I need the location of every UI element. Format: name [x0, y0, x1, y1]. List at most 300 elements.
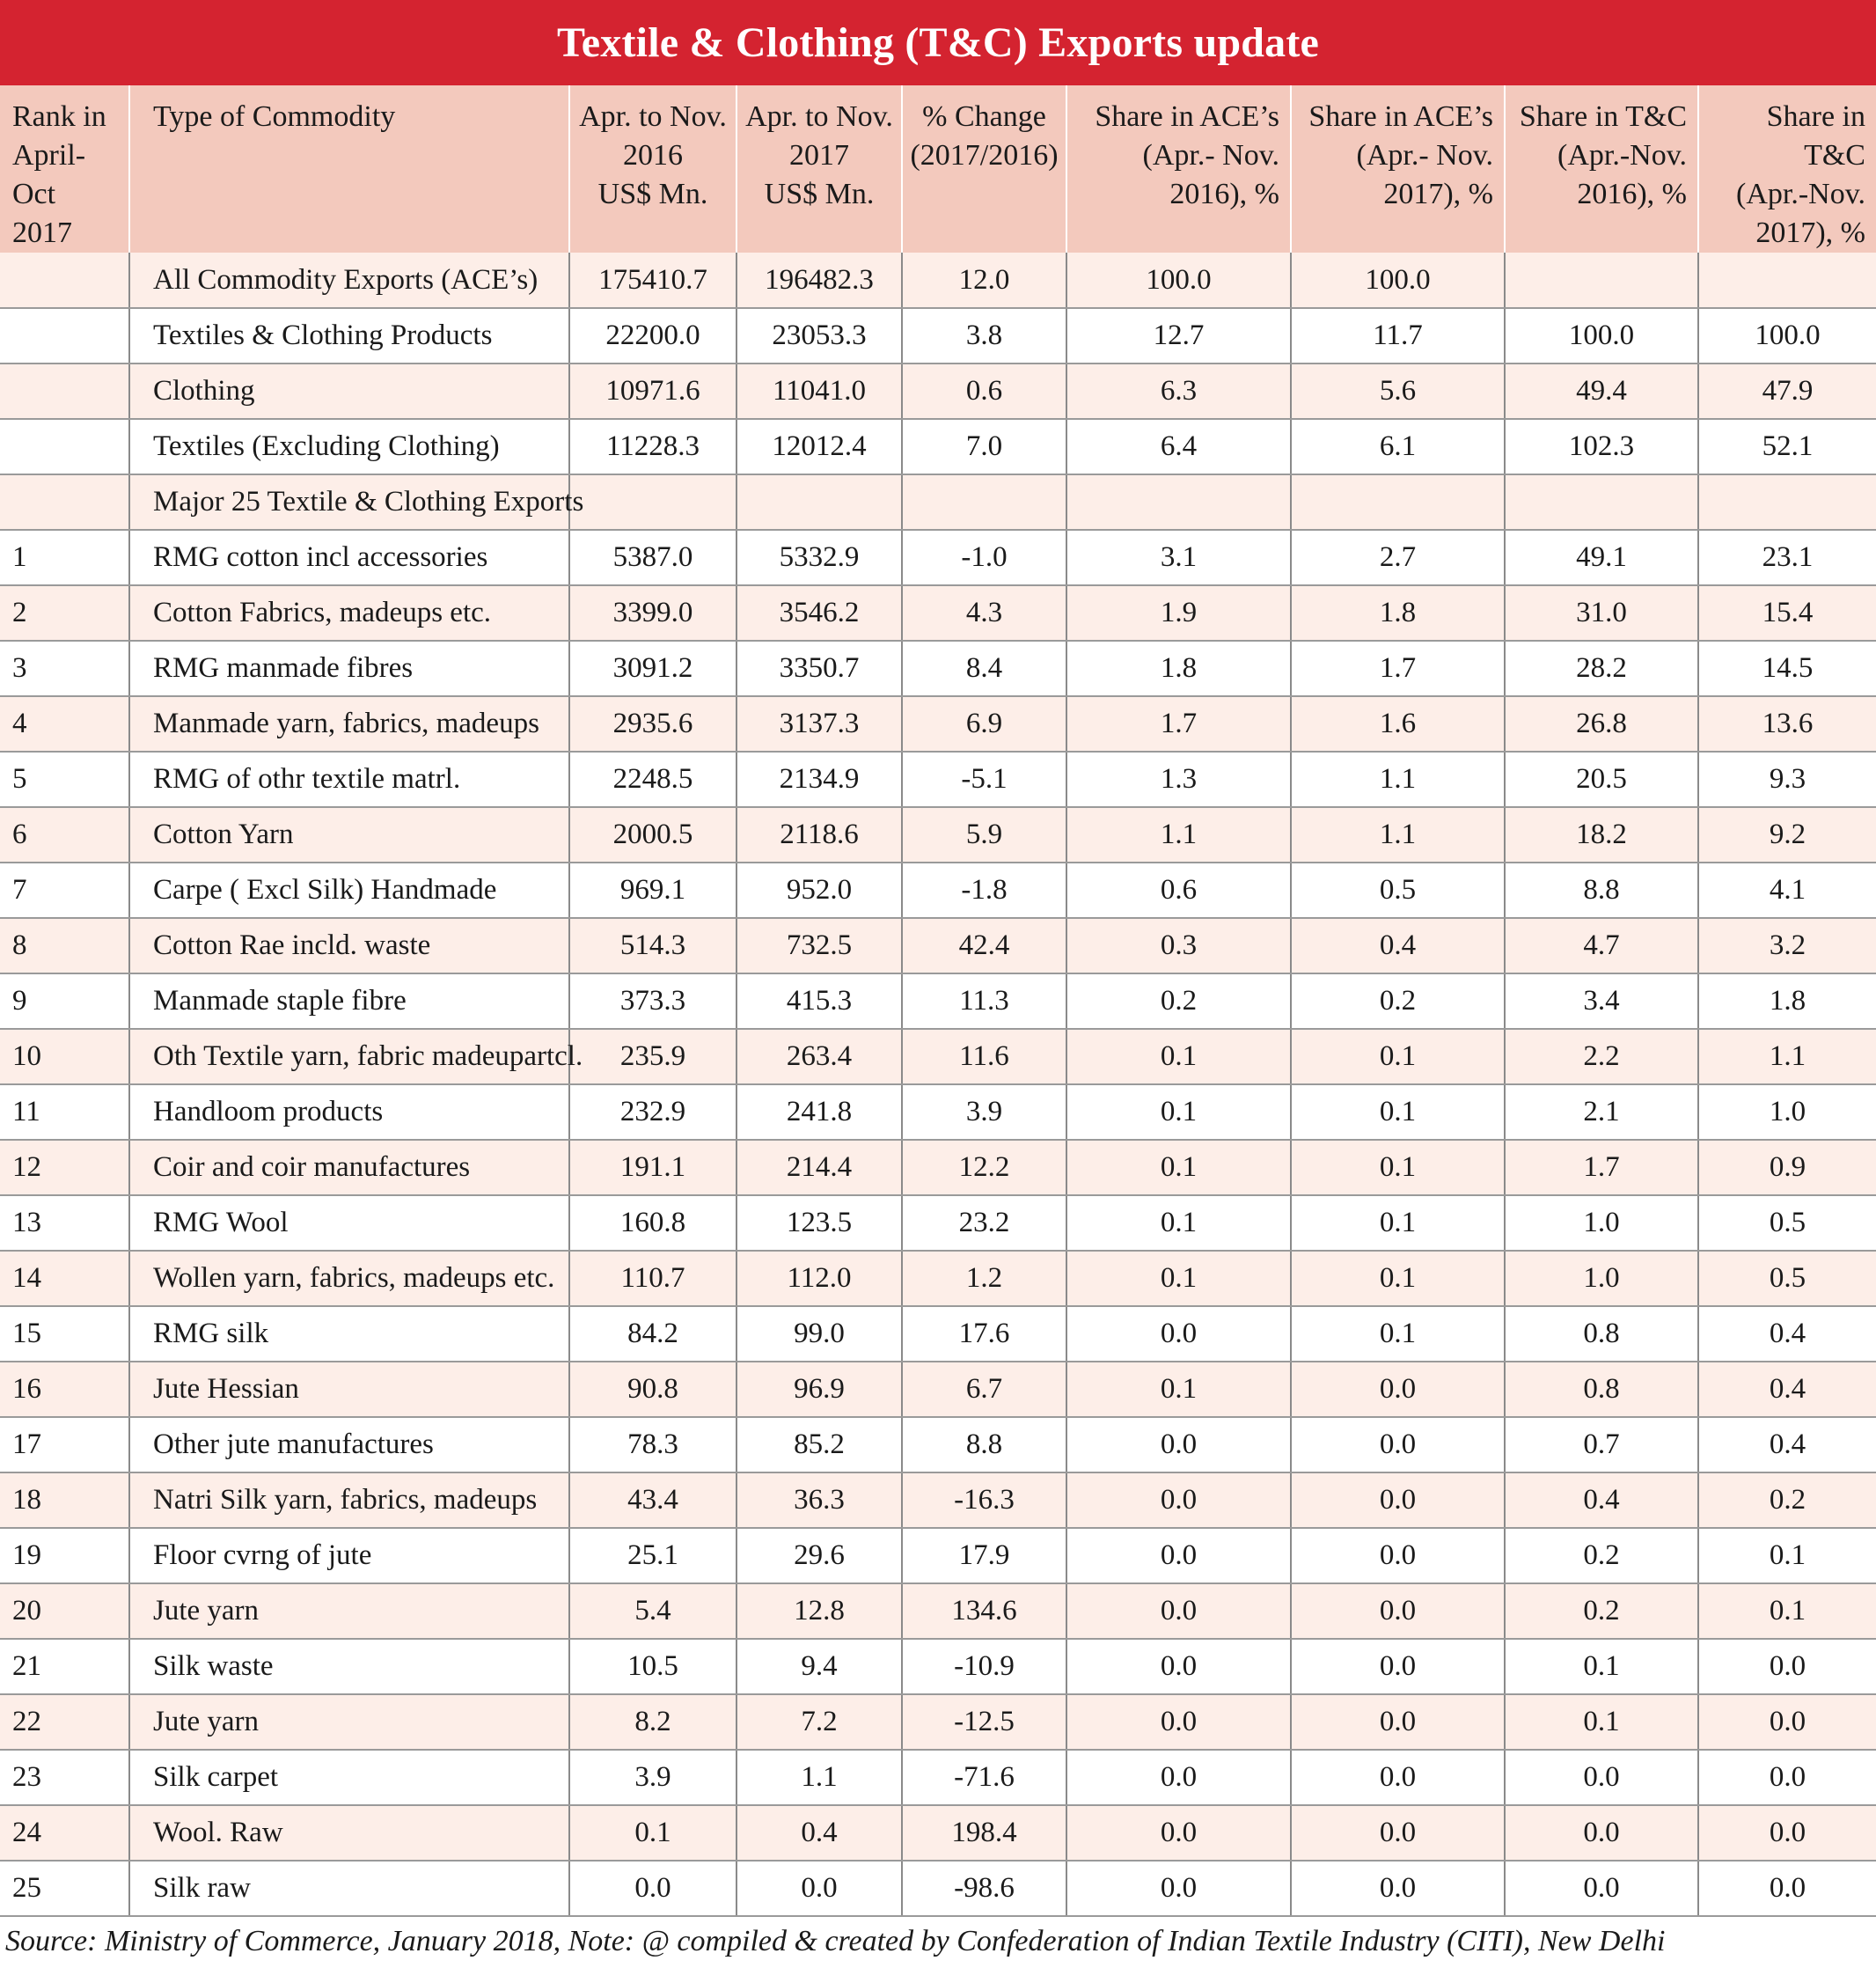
cell-value-2017: 0.4 — [736, 1805, 902, 1861]
cell-pct-change: 3.8 — [902, 308, 1066, 363]
cell-commodity: Coir and coir manufactures — [129, 1140, 569, 1195]
cell-pct-change: 8.8 — [902, 1417, 1066, 1472]
header-commodity: Type of Commodity — [129, 85, 569, 253]
cell-share-tc-2017: 0.1 — [1698, 1528, 1876, 1583]
cell-value-2016: 43.4 — [569, 1472, 736, 1528]
cell-commodity: Handloom products — [129, 1084, 569, 1140]
cell-share-tc-2017: 0.0 — [1698, 1805, 1876, 1861]
cell-pct-change: -98.6 — [902, 1861, 1066, 1916]
cell-share-ace-2017: 0.0 — [1291, 1362, 1505, 1417]
cell-share-ace-2017: 0.4 — [1291, 918, 1505, 973]
cell-share-tc-2016: 0.2 — [1505, 1528, 1698, 1583]
cell-share-tc-2017: 0.0 — [1698, 1639, 1876, 1694]
cell-share-ace-2017: 1.1 — [1291, 752, 1505, 807]
table-row — [0, 1306, 1876, 1362]
cell-share-tc-2016: 2.1 — [1505, 1084, 1698, 1140]
cell-share-ace-2016: 0.0 — [1066, 1861, 1291, 1916]
cell-share-tc-2017: 0.4 — [1698, 1362, 1876, 1417]
header-share-ace-2017: Share in ACE’s (Apr.- Nov. 2017), % — [1291, 85, 1505, 253]
cell-share-tc-2017: 1.1 — [1698, 1029, 1876, 1084]
cell-pct-change: 7.0 — [902, 419, 1066, 474]
cell-value-2016: 969.1 — [569, 863, 736, 918]
cell-share-ace-2017: 0.0 — [1291, 1417, 1505, 1472]
cell-share-tc-2017: 3.2 — [1698, 918, 1876, 973]
cell-pct-change: 42.4 — [902, 918, 1066, 973]
cell-share-tc-2016: 49.4 — [1505, 363, 1698, 419]
cell-share-ace-2017: 2.7 — [1291, 530, 1505, 585]
table-row — [0, 308, 1876, 363]
cell-rank: 17 — [0, 1417, 129, 1472]
table-row — [0, 363, 1876, 419]
cell-rank: 12 — [0, 1140, 129, 1195]
table-row — [0, 918, 1876, 973]
cell-pct-change: 0.6 — [902, 363, 1066, 419]
cell-pct-change: 17.9 — [902, 1528, 1066, 1583]
cell-rank: 22 — [0, 1694, 129, 1750]
cell-share-tc-2016: 1.0 — [1505, 1195, 1698, 1251]
cell-value-2017: 123.5 — [736, 1195, 902, 1251]
cell-share-tc-2016: 0.8 — [1505, 1306, 1698, 1362]
cell-share-tc-2017: 0.0 — [1698, 1694, 1876, 1750]
table-row — [0, 1417, 1876, 1472]
cell-pct-change — [902, 474, 1066, 530]
cell-share-ace-2017: 1.7 — [1291, 641, 1505, 696]
cell-pct-change: 5.9 — [902, 807, 1066, 863]
cell-commodity: Carpe ( Excl Silk) Handmade — [129, 863, 569, 918]
cell-share-ace-2017: 11.7 — [1291, 308, 1505, 363]
table-row — [0, 863, 1876, 918]
cell-share-ace-2017 — [1291, 474, 1505, 530]
cell-pct-change: -10.9 — [902, 1639, 1066, 1694]
cell-value-2017: 12012.4 — [736, 419, 902, 474]
cell-pct-change: 198.4 — [902, 1805, 1066, 1861]
cell-share-ace-2016: 0.0 — [1066, 1583, 1291, 1639]
cell-value-2017: 3350.7 — [736, 641, 902, 696]
cell-share-tc-2016: 0.8 — [1505, 1362, 1698, 1417]
cell-commodity: Silk waste — [129, 1639, 569, 1694]
cell-share-tc-2017 — [1698, 253, 1876, 308]
cell-rank: 25 — [0, 1861, 129, 1916]
cell-share-ace-2016: 6.4 — [1066, 419, 1291, 474]
cell-share-ace-2016: 0.0 — [1066, 1417, 1291, 1472]
table-row — [0, 253, 1876, 308]
cell-share-ace-2017: 6.1 — [1291, 419, 1505, 474]
cell-share-tc-2016: 8.8 — [1505, 863, 1698, 918]
cell-value-2016: 11228.3 — [569, 419, 736, 474]
cell-share-ace-2017: 0.1 — [1291, 1251, 1505, 1306]
cell-share-tc-2017: 0.5 — [1698, 1251, 1876, 1306]
table-row — [0, 585, 1876, 641]
cell-rank: 7 — [0, 863, 129, 918]
cell-value-2016: 10971.6 — [569, 363, 736, 419]
cell-rank — [0, 308, 129, 363]
cell-pct-change: 12.0 — [902, 253, 1066, 308]
cell-value-2017: 36.3 — [736, 1472, 902, 1528]
cell-pct-change: 17.6 — [902, 1306, 1066, 1362]
cell-rank: 18 — [0, 1472, 129, 1528]
cell-commodity: Manmade staple fibre — [129, 973, 569, 1029]
cell-rank: 20 — [0, 1583, 129, 1639]
cell-share-tc-2017: 47.9 — [1698, 363, 1876, 419]
cell-value-2016: 191.1 — [569, 1140, 736, 1195]
cell-commodity: Jute Hessian — [129, 1362, 569, 1417]
cell-share-tc-2016: 4.7 — [1505, 918, 1698, 973]
cell-value-2016: 175410.7 — [569, 253, 736, 308]
cell-share-tc-2016: 0.0 — [1505, 1805, 1698, 1861]
cell-value-2016: 2248.5 — [569, 752, 736, 807]
cell-share-tc-2017: 0.4 — [1698, 1306, 1876, 1362]
cell-share-tc-2016 — [1505, 474, 1698, 530]
cell-value-2016: 0.1 — [569, 1805, 736, 1861]
cell-share-ace-2016: 0.3 — [1066, 918, 1291, 973]
cell-share-ace-2017: 0.0 — [1291, 1750, 1505, 1805]
cell-value-2016: 10.5 — [569, 1639, 736, 1694]
cell-share-ace-2017: 5.6 — [1291, 363, 1505, 419]
header-share-tc-2017: Share in T&C (Apr.-Nov. 2017), % — [1698, 85, 1876, 253]
cell-commodity: Clothing — [129, 363, 569, 419]
cell-share-tc-2017: 0.0 — [1698, 1750, 1876, 1805]
cell-share-tc-2016: 26.8 — [1505, 696, 1698, 752]
cell-share-ace-2016: 0.0 — [1066, 1750, 1291, 1805]
cell-rank: 4 — [0, 696, 129, 752]
cell-share-ace-2016 — [1066, 474, 1291, 530]
cell-value-2017: 23053.3 — [736, 308, 902, 363]
exports-table — [0, 85, 1876, 1917]
cell-value-2016: 235.9 — [569, 1029, 736, 1084]
cell-share-tc-2017: 0.2 — [1698, 1472, 1876, 1528]
cell-commodity: Manmade yarn, fabrics, madeups — [129, 696, 569, 752]
cell-share-tc-2017: 15.4 — [1698, 585, 1876, 641]
cell-share-tc-2016: 0.0 — [1505, 1750, 1698, 1805]
cell-commodity: Wollen yarn, fabrics, madeups etc. — [129, 1251, 569, 1306]
cell-share-tc-2016: 3.4 — [1505, 973, 1698, 1029]
cell-pct-change: 6.7 — [902, 1362, 1066, 1417]
table-row — [0, 1639, 1876, 1694]
cell-value-2017: 99.0 — [736, 1306, 902, 1362]
cell-share-ace-2016: 1.9 — [1066, 585, 1291, 641]
cell-share-ace-2016: 0.1 — [1066, 1140, 1291, 1195]
cell-share-tc-2016: 18.2 — [1505, 807, 1698, 863]
cell-share-ace-2017: 1.6 — [1291, 696, 1505, 752]
cell-value-2017: 112.0 — [736, 1251, 902, 1306]
table-row — [0, 1861, 1876, 1916]
cell-value-2016: 3.9 — [569, 1750, 736, 1805]
cell-pct-change: -5.1 — [902, 752, 1066, 807]
cell-pct-change: 134.6 — [902, 1583, 1066, 1639]
cell-rank: 14 — [0, 1251, 129, 1306]
cell-rank: 6 — [0, 807, 129, 863]
table-row — [0, 1251, 1876, 1306]
cell-rank: 8 — [0, 918, 129, 973]
cell-commodity: Other jute manufactures — [129, 1417, 569, 1472]
cell-share-tc-2016: 28.2 — [1505, 641, 1698, 696]
table-row — [0, 696, 1876, 752]
cell-value-2017: 1.1 — [736, 1750, 902, 1805]
cell-share-tc-2016 — [1505, 253, 1698, 308]
cell-commodity: RMG cotton incl accessories — [129, 530, 569, 585]
cell-commodity: Cotton Fabrics, madeups etc. — [129, 585, 569, 641]
cell-value-2017: 415.3 — [736, 973, 902, 1029]
cell-share-tc-2016: 100.0 — [1505, 308, 1698, 363]
table-body — [0, 253, 1876, 1916]
cell-share-ace-2016: 0.6 — [1066, 863, 1291, 918]
cell-pct-change: 23.2 — [902, 1195, 1066, 1251]
cell-value-2016: 5387.0 — [569, 530, 736, 585]
table-row — [0, 1750, 1876, 1805]
cell-share-ace-2017: 0.1 — [1291, 1084, 1505, 1140]
cell-pct-change: 6.9 — [902, 696, 1066, 752]
cell-share-ace-2016: 0.1 — [1066, 1362, 1291, 1417]
table-row — [0, 474, 1876, 530]
table-row — [0, 1583, 1876, 1639]
cell-commodity: Textiles & Clothing Products — [129, 308, 569, 363]
cell-commodity: RMG of othr textile matrl. — [129, 752, 569, 807]
header-share-tc-2016: Share in T&C (Apr.-Nov. 2016), % — [1505, 85, 1698, 253]
cell-value-2017: 3546.2 — [736, 585, 902, 641]
cell-commodity: Silk carpet — [129, 1750, 569, 1805]
cell-value-2016 — [569, 474, 736, 530]
cell-share-tc-2016: 102.3 — [1505, 419, 1698, 474]
cell-share-tc-2016: 1.0 — [1505, 1251, 1698, 1306]
cell-value-2017: 9.4 — [736, 1639, 902, 1694]
cell-pct-change: 11.3 — [902, 973, 1066, 1029]
cell-value-2017: 732.5 — [736, 918, 902, 973]
cell-share-tc-2017: 0.4 — [1698, 1417, 1876, 1472]
cell-rank: 24 — [0, 1805, 129, 1861]
cell-share-ace-2017: 0.2 — [1291, 973, 1505, 1029]
header-value-2016: Apr. to Nov. 2016 US$ Mn. — [569, 85, 736, 253]
header-value-2017: Apr. to Nov. 2017 US$ Mn. — [736, 85, 902, 253]
cell-share-ace-2017: 1.8 — [1291, 585, 1505, 641]
cell-share-ace-2016: 0.0 — [1066, 1528, 1291, 1583]
table-row — [0, 1140, 1876, 1195]
table-row — [0, 1362, 1876, 1417]
table-row — [0, 1195, 1876, 1251]
table-row — [0, 641, 1876, 696]
cell-share-ace-2016: 0.1 — [1066, 1084, 1291, 1140]
cell-value-2016: 8.2 — [569, 1694, 736, 1750]
cell-pct-change: -1.0 — [902, 530, 1066, 585]
cell-share-ace-2017: 0.5 — [1291, 863, 1505, 918]
cell-share-ace-2016: 12.7 — [1066, 308, 1291, 363]
cell-share-ace-2017: 100.0 — [1291, 253, 1505, 308]
table-header-row — [0, 85, 1876, 253]
cell-commodity: Jute yarn — [129, 1583, 569, 1639]
cell-value-2016: 514.3 — [569, 918, 736, 973]
cell-value-2016: 78.3 — [569, 1417, 736, 1472]
cell-value-2017: 12.8 — [736, 1583, 902, 1639]
cell-commodity: Textiles (Excluding Clothing) — [129, 419, 569, 474]
cell-share-ace-2016: 100.0 — [1066, 253, 1291, 308]
cell-share-ace-2017: 1.1 — [1291, 807, 1505, 863]
cell-share-tc-2017: 1.0 — [1698, 1084, 1876, 1140]
cell-share-ace-2017: 0.1 — [1291, 1140, 1505, 1195]
cell-value-2017: 0.0 — [736, 1861, 902, 1916]
cell-value-2017: 2134.9 — [736, 752, 902, 807]
cell-pct-change: 8.4 — [902, 641, 1066, 696]
cell-share-ace-2016: 6.3 — [1066, 363, 1291, 419]
cell-rank: 15 — [0, 1306, 129, 1362]
cell-value-2016: 110.7 — [569, 1251, 736, 1306]
cell-share-tc-2017: 52.1 — [1698, 419, 1876, 474]
cell-rank — [0, 419, 129, 474]
cell-rank: 13 — [0, 1195, 129, 1251]
cell-commodity: All Commodity Exports (ACE’s) — [129, 253, 569, 308]
cell-share-ace-2016: 1.3 — [1066, 752, 1291, 807]
cell-share-ace-2016: 0.0 — [1066, 1306, 1291, 1362]
cell-value-2017: 196482.3 — [736, 253, 902, 308]
cell-share-tc-2017 — [1698, 474, 1876, 530]
cell-share-tc-2017: 4.1 — [1698, 863, 1876, 918]
cell-share-ace-2016: 1.1 — [1066, 807, 1291, 863]
cell-pct-change: 3.9 — [902, 1084, 1066, 1140]
cell-share-ace-2016: 0.0 — [1066, 1694, 1291, 1750]
cell-share-tc-2017: 0.5 — [1698, 1195, 1876, 1251]
cell-share-ace-2017: 0.0 — [1291, 1861, 1505, 1916]
cell-share-ace-2017: 0.1 — [1291, 1306, 1505, 1362]
cell-share-tc-2016: 31.0 — [1505, 585, 1698, 641]
cell-share-tc-2017: 9.2 — [1698, 807, 1876, 863]
cell-share-tc-2016: 0.2 — [1505, 1583, 1698, 1639]
table-row — [0, 1472, 1876, 1528]
source-note: Source: Ministry of Commerce, January 2018, Note: @ compiled & created by Confederation of Indian Textile Industry (CITI), New Delhi — [5, 1925, 1666, 1957]
table-row — [0, 530, 1876, 585]
table-row — [0, 752, 1876, 807]
cell-share-ace-2017: 0.1 — [1291, 1029, 1505, 1084]
cell-value-2016: 373.3 — [569, 973, 736, 1029]
cell-value-2016: 5.4 — [569, 1583, 736, 1639]
page-title: Textile & Clothing (T&C) Exports update — [0, 0, 1876, 85]
cell-share-ace-2017: 0.0 — [1291, 1472, 1505, 1528]
cell-rank: 2 — [0, 585, 129, 641]
cell-pct-change: -16.3 — [902, 1472, 1066, 1528]
cell-rank: 19 — [0, 1528, 129, 1583]
cell-value-2017: 29.6 — [736, 1528, 902, 1583]
cell-value-2016: 84.2 — [569, 1306, 736, 1362]
cell-share-ace-2017: 0.0 — [1291, 1583, 1505, 1639]
cell-share-ace-2016: 0.2 — [1066, 973, 1291, 1029]
cell-value-2016: 22200.0 — [569, 308, 736, 363]
cell-value-2017: 7.2 — [736, 1694, 902, 1750]
cell-share-ace-2016: 0.1 — [1066, 1251, 1291, 1306]
cell-share-tc-2016: 0.7 — [1505, 1417, 1698, 1472]
cell-commodity: Natri Silk yarn, fabrics, madeups — [129, 1472, 569, 1528]
cell-value-2016: 0.0 — [569, 1861, 736, 1916]
cell-pct-change: 4.3 — [902, 585, 1066, 641]
cell-commodity: RMG manmade fibres — [129, 641, 569, 696]
cell-rank: 16 — [0, 1362, 129, 1417]
cell-share-tc-2017: 23.1 — [1698, 530, 1876, 585]
cell-value-2017: 241.8 — [736, 1084, 902, 1140]
table-row — [0, 1694, 1876, 1750]
cell-share-tc-2016: 0.1 — [1505, 1639, 1698, 1694]
table-row — [0, 1805, 1876, 1861]
cell-value-2016: 2000.5 — [569, 807, 736, 863]
table-row — [0, 1029, 1876, 1084]
cell-value-2017: 96.9 — [736, 1362, 902, 1417]
cell-share-ace-2017: 0.0 — [1291, 1528, 1505, 1583]
cell-share-ace-2016: 0.1 — [1066, 1029, 1291, 1084]
cell-pct-change: 1.2 — [902, 1251, 1066, 1306]
cell-share-tc-2017: 13.6 — [1698, 696, 1876, 752]
cell-share-tc-2016: 0.0 — [1505, 1861, 1698, 1916]
cell-rank: 5 — [0, 752, 129, 807]
cell-commodity: Silk raw — [129, 1861, 569, 1916]
cell-value-2016: 3399.0 — [569, 585, 736, 641]
cell-value-2017: 2118.6 — [736, 807, 902, 863]
header-share-ace-2016: Share in ACE’s (Apr.- Nov. 2016), % — [1066, 85, 1291, 253]
table-row — [0, 419, 1876, 474]
cell-rank: 10 — [0, 1029, 129, 1084]
cell-pct-change: -12.5 — [902, 1694, 1066, 1750]
cell-commodity: RMG silk — [129, 1306, 569, 1362]
cell-rank — [0, 363, 129, 419]
cell-commodity: Major 25 Textile & Clothing Exports — [129, 474, 569, 530]
table-row — [0, 1084, 1876, 1140]
cell-value-2016: 3091.2 — [569, 641, 736, 696]
cell-share-ace-2016: 0.0 — [1066, 1639, 1291, 1694]
cell-commodity: Cotton Yarn — [129, 807, 569, 863]
header-pct-change: % Change (2017/2016) — [902, 85, 1066, 253]
cell-commodity: RMG Wool — [129, 1195, 569, 1251]
cell-share-ace-2016: 0.0 — [1066, 1805, 1291, 1861]
cell-pct-change: -71.6 — [902, 1750, 1066, 1805]
cell-rank: 11 — [0, 1084, 129, 1140]
cell-rank: 3 — [0, 641, 129, 696]
cell-value-2017: 263.4 — [736, 1029, 902, 1084]
cell-share-ace-2017: 0.0 — [1291, 1639, 1505, 1694]
cell-share-ace-2016: 0.1 — [1066, 1195, 1291, 1251]
cell-value-2016: 90.8 — [569, 1362, 736, 1417]
cell-share-tc-2017: 100.0 — [1698, 308, 1876, 363]
cell-share-tc-2016: 20.5 — [1505, 752, 1698, 807]
cell-value-2017: 85.2 — [736, 1417, 902, 1472]
cell-value-2017: 952.0 — [736, 863, 902, 918]
cell-share-tc-2016: 0.1 — [1505, 1694, 1698, 1750]
header-rank: Rank in April- Oct 2017 — [0, 85, 129, 253]
cell-share-ace-2016: 1.8 — [1066, 641, 1291, 696]
cell-value-2017: 3137.3 — [736, 696, 902, 752]
cell-rank — [0, 253, 129, 308]
cell-share-tc-2017: 9.3 — [1698, 752, 1876, 807]
cell-commodity: Floor cvrng of jute — [129, 1528, 569, 1583]
cell-share-tc-2017: 0.9 — [1698, 1140, 1876, 1195]
cell-commodity: Jute yarn — [129, 1694, 569, 1750]
cell-share-ace-2017: 0.1 — [1291, 1195, 1505, 1251]
cell-value-2016: 232.9 — [569, 1084, 736, 1140]
cell-value-2017: 5332.9 — [736, 530, 902, 585]
cell-value-2016: 2935.6 — [569, 696, 736, 752]
cell-share-ace-2016: 3.1 — [1066, 530, 1291, 585]
cell-value-2017 — [736, 474, 902, 530]
cell-share-tc-2016: 2.2 — [1505, 1029, 1698, 1084]
cell-share-ace-2017: 0.0 — [1291, 1694, 1505, 1750]
cell-rank: 21 — [0, 1639, 129, 1694]
cell-value-2016: 25.1 — [569, 1528, 736, 1583]
cell-share-tc-2017: 14.5 — [1698, 641, 1876, 696]
cell-share-ace-2016: 1.7 — [1066, 696, 1291, 752]
cell-commodity: Wool. Raw — [129, 1805, 569, 1861]
cell-pct-change: 11.6 — [902, 1029, 1066, 1084]
cell-commodity: Oth Textile yarn, fabric madeupartcl. — [129, 1029, 569, 1084]
cell-share-tc-2016: 0.4 — [1505, 1472, 1698, 1528]
cell-share-tc-2016: 1.7 — [1505, 1140, 1698, 1195]
cell-pct-change: -1.8 — [902, 863, 1066, 918]
cell-share-tc-2017: 0.1 — [1698, 1583, 1876, 1639]
cell-rank: 9 — [0, 973, 129, 1029]
cell-commodity: Cotton Rae incld. waste — [129, 918, 569, 973]
cell-share-ace-2017: 0.0 — [1291, 1805, 1505, 1861]
